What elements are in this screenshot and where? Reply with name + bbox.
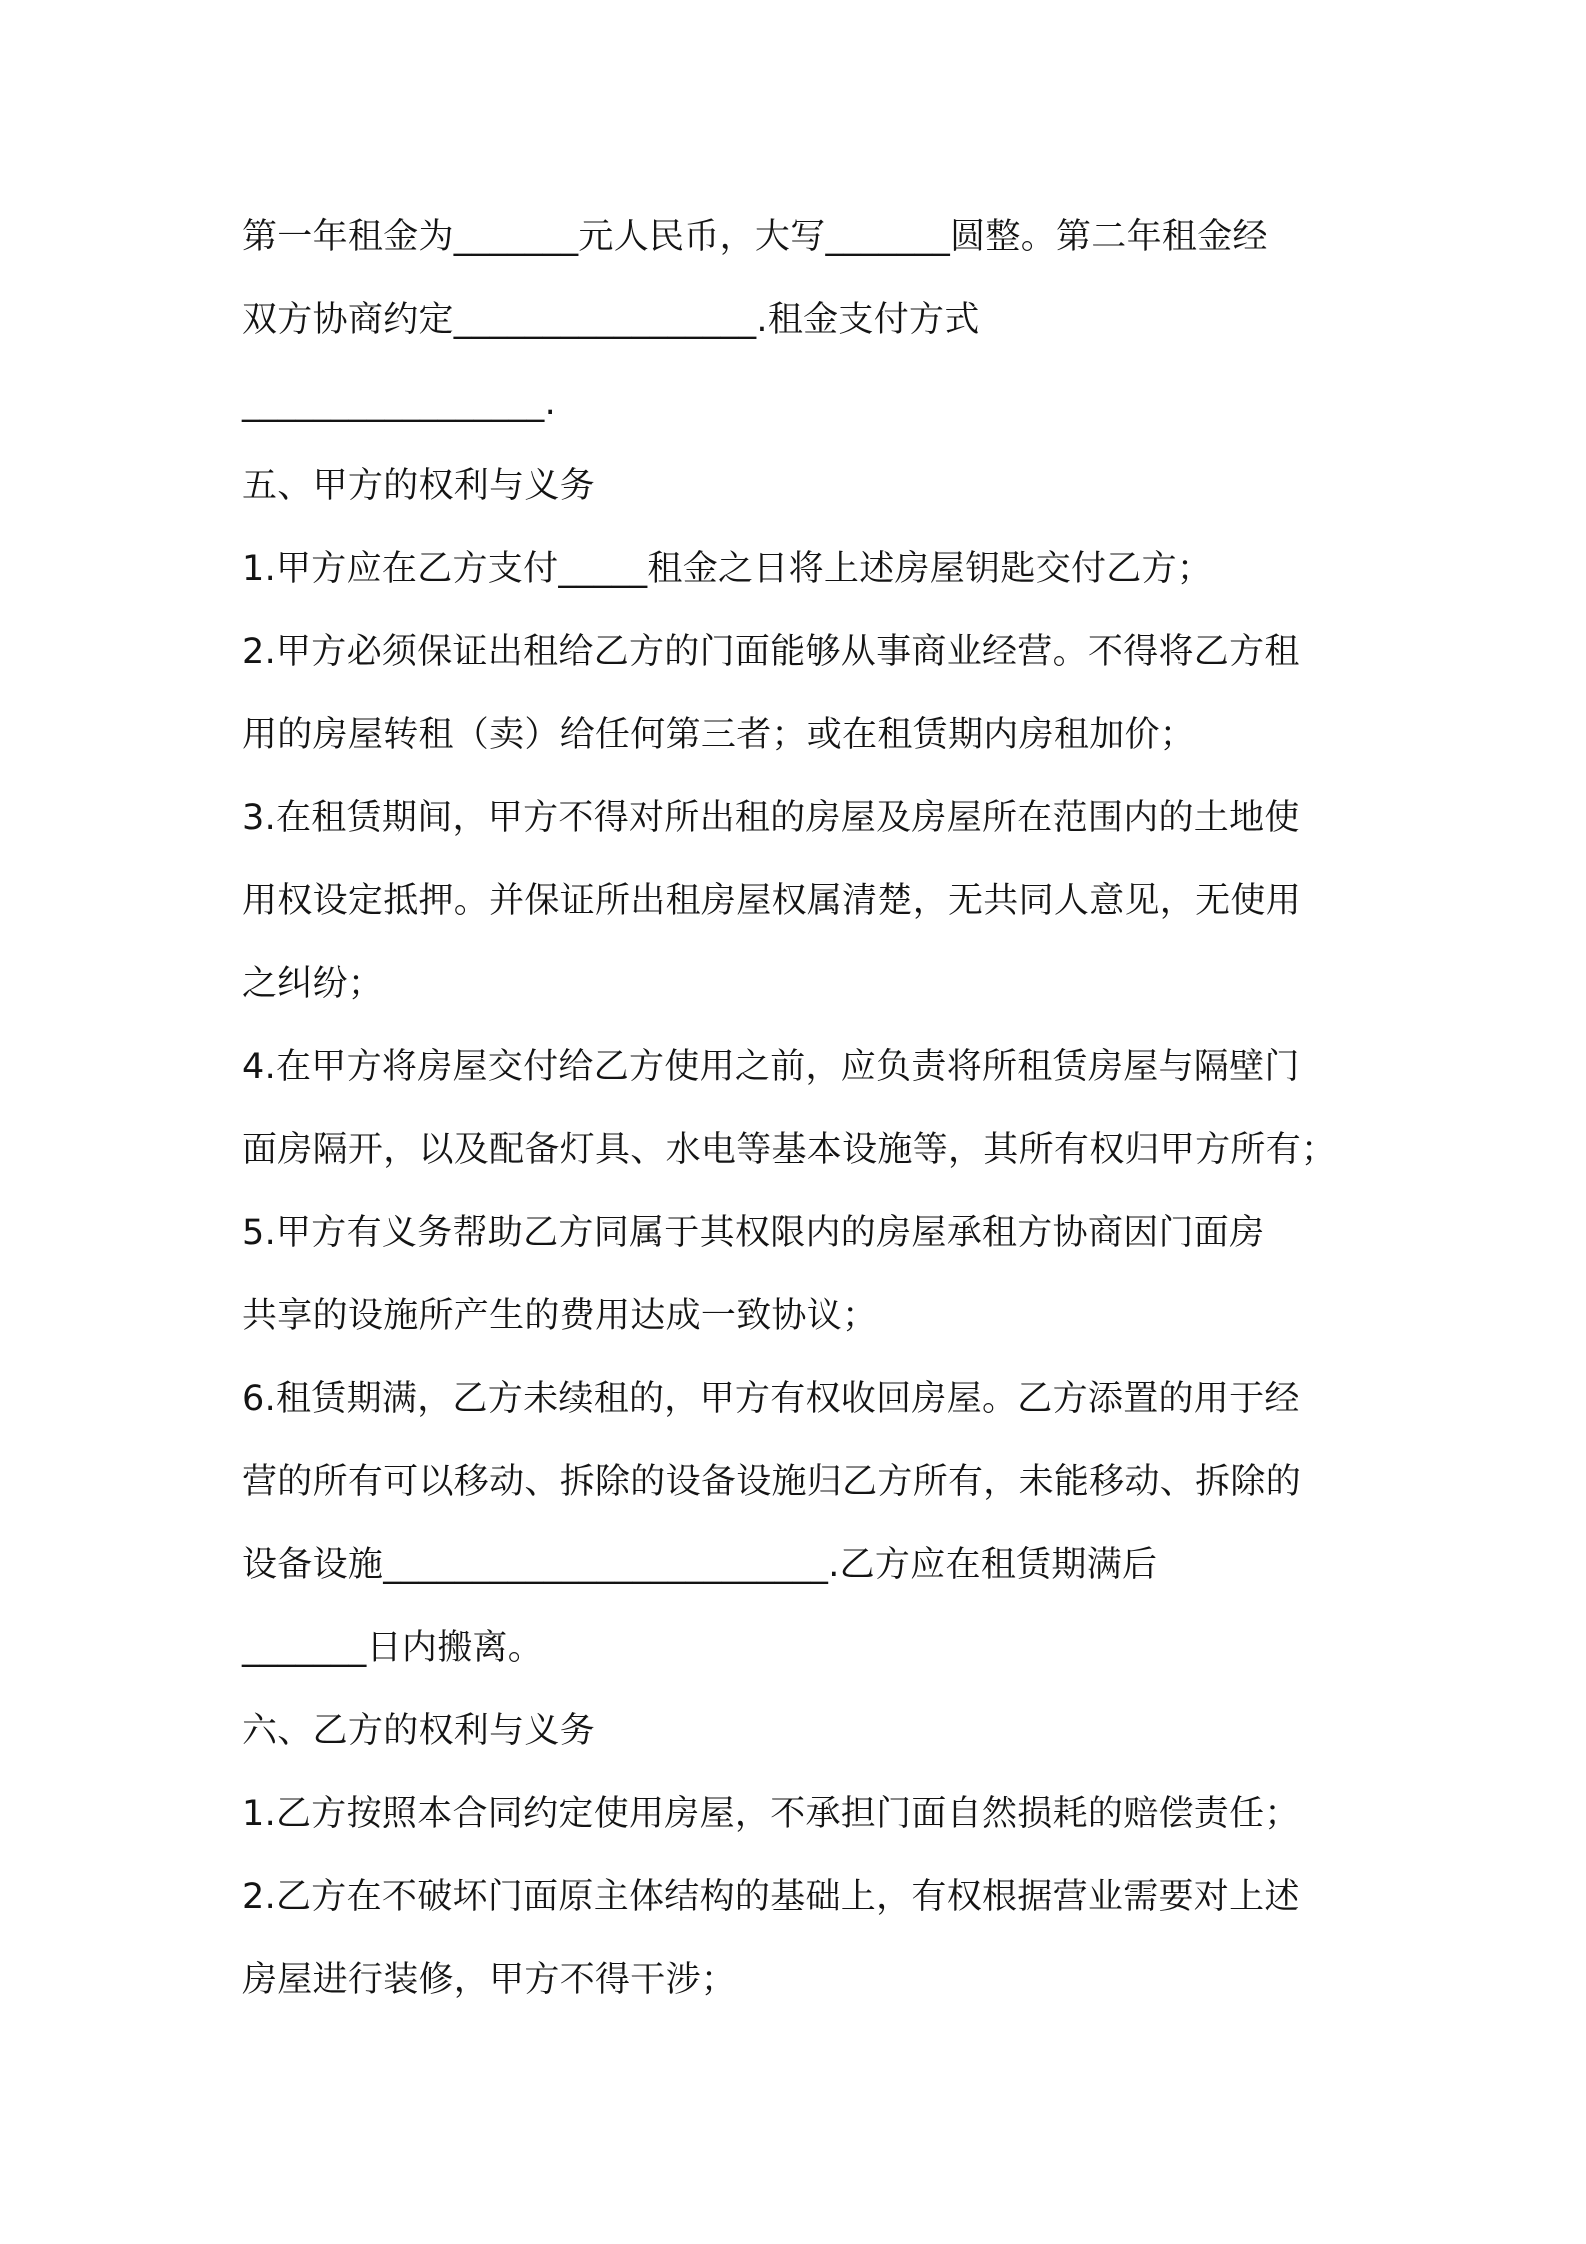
document-body xyxy=(242,196,1362,2022)
clause-a-4-line-1: 4.在甲方将房屋交付给乙方使用之前，应负责将所租赁房屋与隔壁门 xyxy=(242,1047,1300,1087)
section-heading-party-b: 六、乙方的权利与义务 xyxy=(242,1711,596,1751)
clause-b-1: 1.乙方按照本合同约定使用房屋，不承担门面自然损耗的赔偿责任； xyxy=(242,1794,1300,1834)
text-line-rent-first-year: 第一年租金为_______元人民币，大写_______圆整。第二年租金经 xyxy=(242,217,1268,257)
clause-a-3-line-2: 用权设定抵押。并保证所出租房屋权属清楚，无共同人意见，无使用 xyxy=(242,881,1302,921)
text-line-payment-method-blank: _________________. xyxy=(242,383,557,423)
clause-a-1: 1.甲方应在乙方支付_____租金之日将上述房屋钥匙交付乙方； xyxy=(242,549,1213,589)
text-line-rent-negotiation: 双方协商约定_________________.租金支付方式 xyxy=(242,300,980,340)
clause-b-2-line-2: 房屋进行装修，甲方不得干涉； xyxy=(242,1960,737,2000)
clause-a-6-line-3: 设备设施_________________________.乙方应在租赁期满后 xyxy=(242,1545,1158,1585)
clause-a-4-line-2: 面房隔开，以及配备灯具、水电等基本设施等，其所有权归甲方所有； xyxy=(242,1130,1337,1170)
clause-a-3-line-1: 3.在租赁期间，甲方不得对所出租的房屋及房屋所在范围内的土地使 xyxy=(242,798,1300,838)
section-heading-party-a: 五、甲方的权利与义务 xyxy=(242,466,596,506)
clause-a-6-line-4: _______日内搬离。 xyxy=(242,1628,544,1668)
clause-a-2-line-1: 2.甲方必须保证出租给乙方的门面能够从事商业经营。不得将乙方租 xyxy=(242,632,1300,672)
clause-a-5-line-1: 5.甲方有义务帮助乙方同属于其权限内的房屋承租方协商因门面房 xyxy=(242,1213,1265,1253)
clause-b-2-line-1: 2.乙方在不破坏门面原主体结构的基础上，有权根据营业需要对上述 xyxy=(242,1877,1300,1917)
clause-a-2-line-2: 用的房屋转租（卖）给任何第三者；或在租赁期内房租加价； xyxy=(242,715,1196,755)
clause-a-3-line-3: 之纠纷； xyxy=(242,964,384,1004)
clause-a-6-line-2: 营的所有可以移动、拆除的设备设施归乙方所有，未能移动、拆除的 xyxy=(242,1462,1302,1502)
clause-a-6-line-1: 6.租赁期满，乙方未续租的，甲方有权收回房屋。乙方添置的用于经 xyxy=(242,1379,1300,1419)
clause-a-5-line-2: 共享的设施所产生的费用达成一致协议； xyxy=(242,1296,878,1336)
